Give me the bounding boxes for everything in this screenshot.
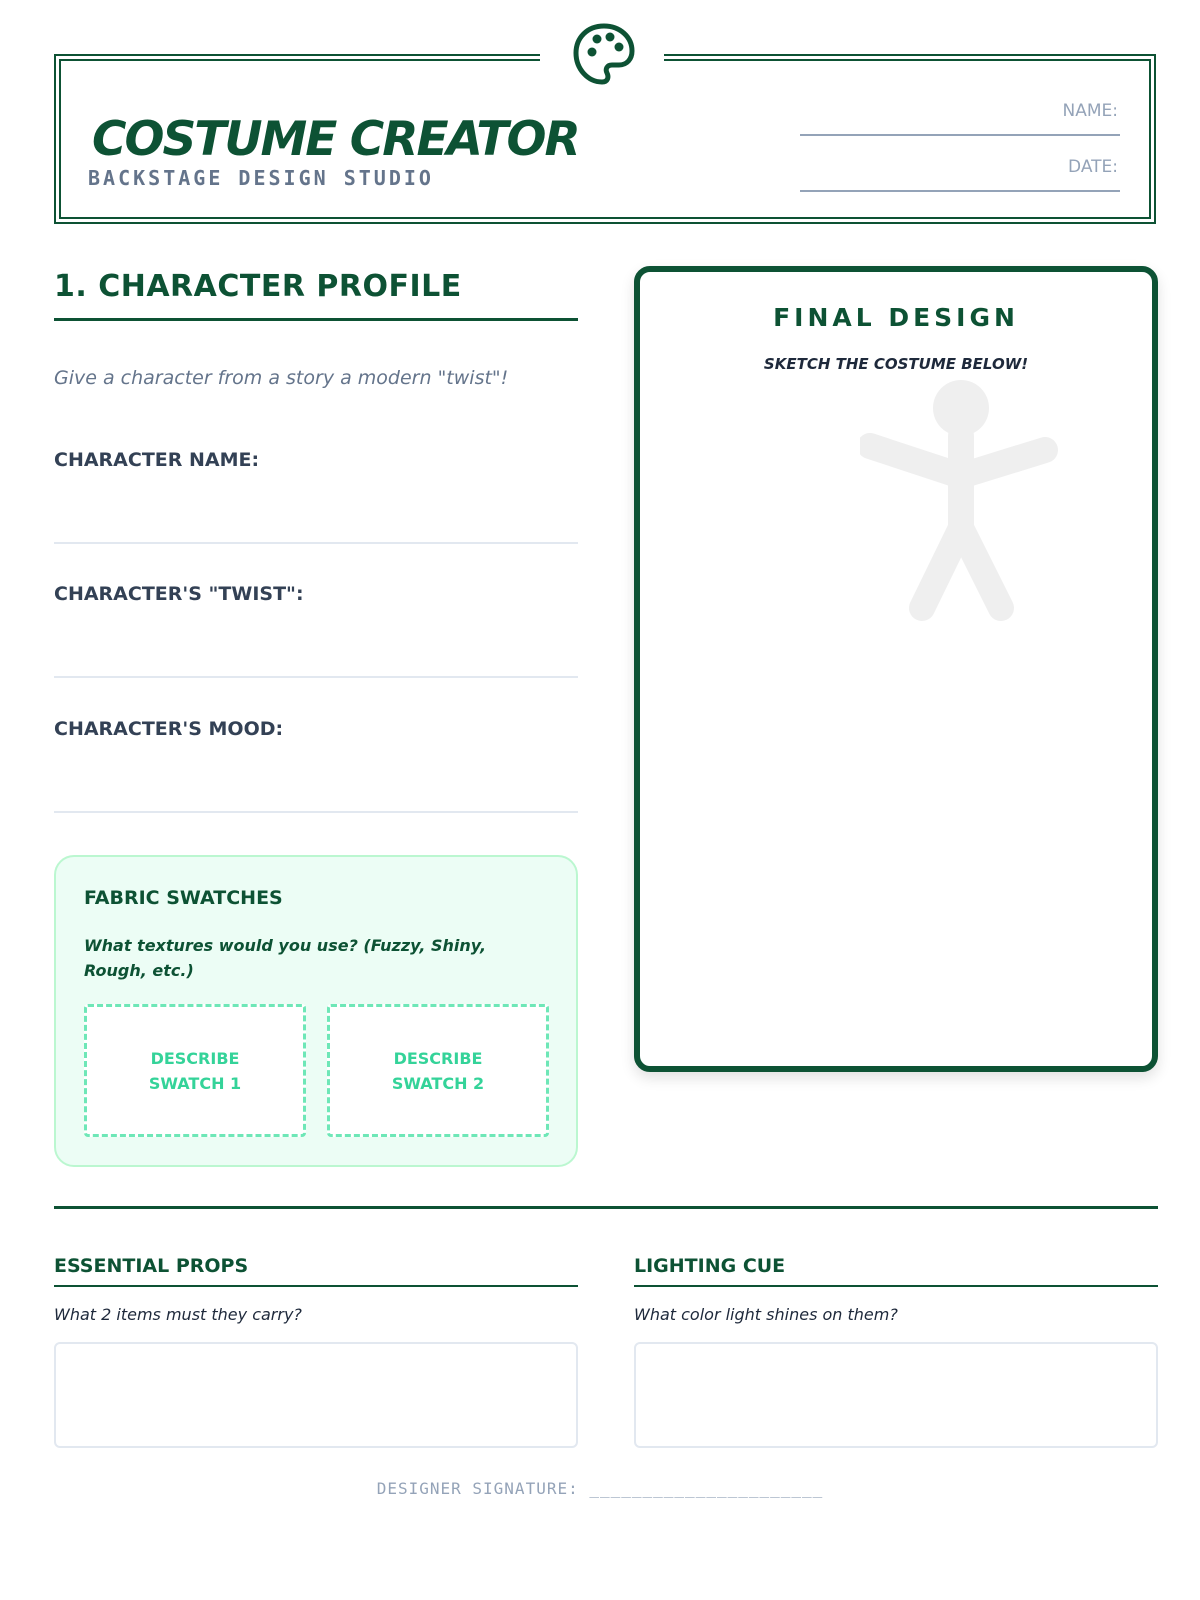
name-label: NAME: [1062, 101, 1118, 121]
section-title-character-profile: 1. CHARACTER PROFILE [54, 269, 462, 304]
character-name-field[interactable] [54, 542, 578, 544]
fabric-swatches-question: What textures would you use? (Fuzzy, Shiny, Rough, etc.) [84, 936, 487, 980]
date-label: DATE: [1068, 157, 1118, 177]
lighting-cue-rule [634, 1285, 1158, 1287]
swatch-2-box[interactable] [327, 1004, 549, 1137]
character-mood-label: CHARACTER'S MOOD: [54, 718, 284, 740]
name-field[interactable] [800, 134, 1120, 136]
stick-figure-icon [860, 376, 1060, 626]
page-subtitle: BACKSTAGE DESIGN STUDIO [88, 166, 434, 190]
lighting-cue-question: What color light shines on them? [634, 1305, 898, 1324]
date-field[interactable] [800, 190, 1120, 192]
page-title: COSTUME CREATOR [92, 112, 579, 167]
essential-props-answer-box[interactable] [54, 1342, 578, 1448]
essential-props-title: ESSENTIAL PROPS [54, 1255, 249, 1277]
section-rule [54, 318, 578, 321]
character-twist-field[interactable] [54, 676, 578, 678]
swatch-1-label: DESCRIBE SWATCH 1 [148, 1048, 242, 1093]
essential-props-question: What 2 items must they carry? [54, 1305, 302, 1324]
swatch-1-box[interactable] [84, 1004, 306, 1137]
character-mood-field[interactable] [54, 811, 578, 813]
character-twist-label: CHARACTER'S "TWIST": [54, 583, 304, 605]
palette-icon [572, 22, 636, 86]
fabric-swatches-title: FABRIC SWATCHES [84, 887, 283, 909]
final-design-title: FINAL DESIGN [773, 303, 1019, 332]
character-name-label: CHARACTER NAME: [54, 449, 260, 471]
lighting-cue-title: LIGHTING CUE [634, 1255, 786, 1277]
designer-signature[interactable]: DESIGNER SIGNATURE: ______________________ [376, 1479, 824, 1498]
final-design-subtitle: SKETCH THE COSTUME BELOW! [763, 355, 1029, 373]
swatch-2-label: DESCRIBE SWATCH 2 [391, 1048, 485, 1093]
essential-props-rule [54, 1285, 578, 1287]
lighting-cue-answer-box[interactable] [634, 1342, 1158, 1448]
intro-text: Give a character from a story a modern "twist"! [54, 367, 509, 389]
section-divider [54, 1206, 1158, 1209]
